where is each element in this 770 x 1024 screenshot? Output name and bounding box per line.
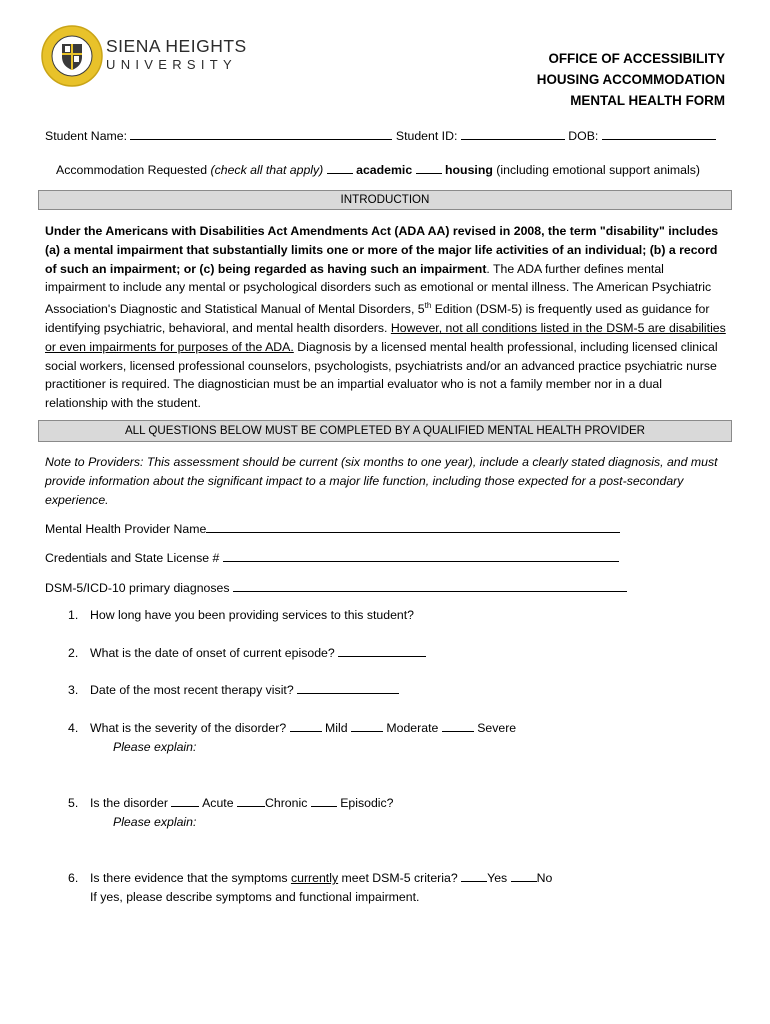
intro-text: Diagnosis by a licensed mental health professional, including licensed clinical social workers, licensed professional counselors, psychologists, psychiatrists and/or an advanced practice psychiatric nurse practitioner is required. The diagnostician must be an impartial evaluator who is not a family member nor in a dual relationship with the student.: [45, 339, 718, 411]
no-option: No: [536, 871, 553, 885]
title-line: MENTAL HEALTH FORM: [570, 93, 725, 108]
intro-text: . The ADA further defines mental impairment to include any mental or psychological disorders such as emotional or mental illness. The American Psychiatric Association's Diagnostic and Statistical Manual of Mental Disorders, 5: [45, 261, 712, 317]
dob-field[interactable]: [602, 127, 716, 140]
followup-text: If yes, please describe symptoms and functional impairment.: [90, 889, 420, 904]
moderate-checkbox[interactable]: [351, 719, 383, 732]
intro-bold-text: Under the Americans with Disabilities Act Amendments Act (ADA AA) revised in 2008, the term "disability" includes (a) a mental impairment that substantially limits one or more of the major life activities of an individual; (b) a record of such an impairment; or (c) being regarded as having such an impairment: [45, 224, 719, 276]
question-text: Date of the most recent therapy visit?: [90, 683, 294, 697]
provider-name-label: Mental Health Provider Name: [45, 522, 207, 536]
housing-option: housing: [445, 163, 493, 177]
question-text: Is there evidence that the symptoms: [90, 871, 291, 885]
provider-heading: ALL QUESTIONS BELOW MUST BE COMPLETED BY A QUALIFIED MENTAL HEALTH PROVIDER: [38, 420, 732, 442]
introduction-paragraph: [45, 222, 727, 413]
question-number: 4.: [68, 721, 79, 735]
provider-name-field[interactable]: [206, 520, 620, 533]
moderate-option: Moderate: [386, 721, 439, 735]
question-text: meet DSM-5 criteria?: [338, 871, 458, 885]
university-seal-icon: [40, 24, 104, 88]
intro-text: Edition (DSM-5) is frequently used as guidance for identifying psychiatric, behavioral, and mental health disorders.: [45, 302, 710, 336]
question-number: 5.: [68, 796, 79, 810]
accommodation-instruction: (check all that apply): [210, 163, 324, 177]
severe-checkbox[interactable]: [442, 719, 474, 732]
yes-checkbox[interactable]: [461, 869, 487, 882]
student-id-label: Student ID:: [395, 129, 458, 143]
question-3: [68, 681, 399, 700]
acute-option: Acute: [202, 796, 234, 810]
therapy-date-field[interactable]: [297, 681, 399, 694]
question-4: [68, 719, 516, 757]
accommodation-row: [56, 161, 700, 177]
question-text: How long have you been providing services to this student?: [90, 608, 415, 622]
question-6: [68, 869, 552, 907]
question-number: 1.: [68, 608, 79, 622]
intro-underlined-text: However, not all conditions listed in the DSM-5 are disabilities or even impairments for purposes of the ADA.: [45, 321, 726, 354]
diagnoses-row: [45, 579, 627, 595]
question-1: [68, 606, 414, 625]
mild-checkbox[interactable]: [290, 719, 322, 732]
student-name-label: Student Name:: [45, 129, 128, 143]
yes-option: Yes: [487, 871, 508, 885]
severe-option: Severe: [477, 721, 517, 735]
question-number: 2.: [68, 646, 79, 660]
credentials-label: Credentials and State License #: [45, 551, 220, 565]
intro-superscript: th: [424, 301, 432, 311]
explain-label: Please explain:: [113, 739, 197, 754]
question-underlined-text: currently: [290, 871, 339, 885]
explain-label: Please explain:: [113, 814, 197, 829]
student-id-field[interactable]: [461, 127, 565, 140]
university-subtitle: UNIVERSITY: [106, 57, 238, 72]
university-name: SIENA HEIGHTS: [106, 36, 247, 56]
credentials-row: [45, 549, 619, 565]
credentials-field[interactable]: [223, 549, 619, 562]
title-line: OFFICE OF ACCESSIBILITY: [548, 51, 725, 66]
question-text: What is the date of onset of current episode?: [90, 646, 335, 660]
question-2: [68, 644, 426, 663]
provider-name-row: [45, 520, 620, 536]
dob-label: DOB:: [568, 129, 599, 143]
title-line: HOUSING ACCOMMODATION: [536, 72, 725, 87]
mild-option: Mild: [325, 721, 348, 735]
form-title: [537, 48, 725, 111]
question-number: 6.: [68, 871, 79, 885]
no-checkbox[interactable]: [511, 869, 537, 882]
student-name-field[interactable]: [130, 127, 392, 140]
chronic-checkbox[interactable]: [237, 794, 265, 807]
question-text: What is the severity of the disorder?: [90, 721, 287, 735]
academic-checkbox[interactable]: [327, 161, 353, 174]
onset-date-field[interactable]: [338, 644, 426, 657]
student-info-row: [45, 127, 716, 143]
provider-note: Note to Providers: This assessment should be current (six months to one year), include a clearly stated diagnosis, and must provide information about the significant impact to a major life function, including those expected for a post-secondary experience.: [45, 455, 718, 507]
acute-checkbox[interactable]: [171, 794, 199, 807]
accommodation-label: Accommodation Requested: [56, 163, 208, 177]
episodic-option: Episodic?: [340, 796, 394, 810]
question-number: 3.: [68, 683, 79, 697]
housing-note: (including emotional support animals): [496, 163, 700, 177]
question-text: Is the disorder: [90, 796, 168, 810]
academic-option: academic: [356, 163, 413, 177]
diagnoses-label: DSM-5/ICD-10 primary diagnoses: [45, 581, 230, 595]
introduction-heading: INTRODUCTION: [38, 190, 732, 210]
episodic-checkbox[interactable]: [311, 794, 337, 807]
question-5: [68, 794, 394, 832]
housing-checkbox[interactable]: [416, 161, 442, 174]
chronic-option: Chronic: [264, 796, 308, 810]
diagnoses-field[interactable]: [233, 579, 627, 592]
